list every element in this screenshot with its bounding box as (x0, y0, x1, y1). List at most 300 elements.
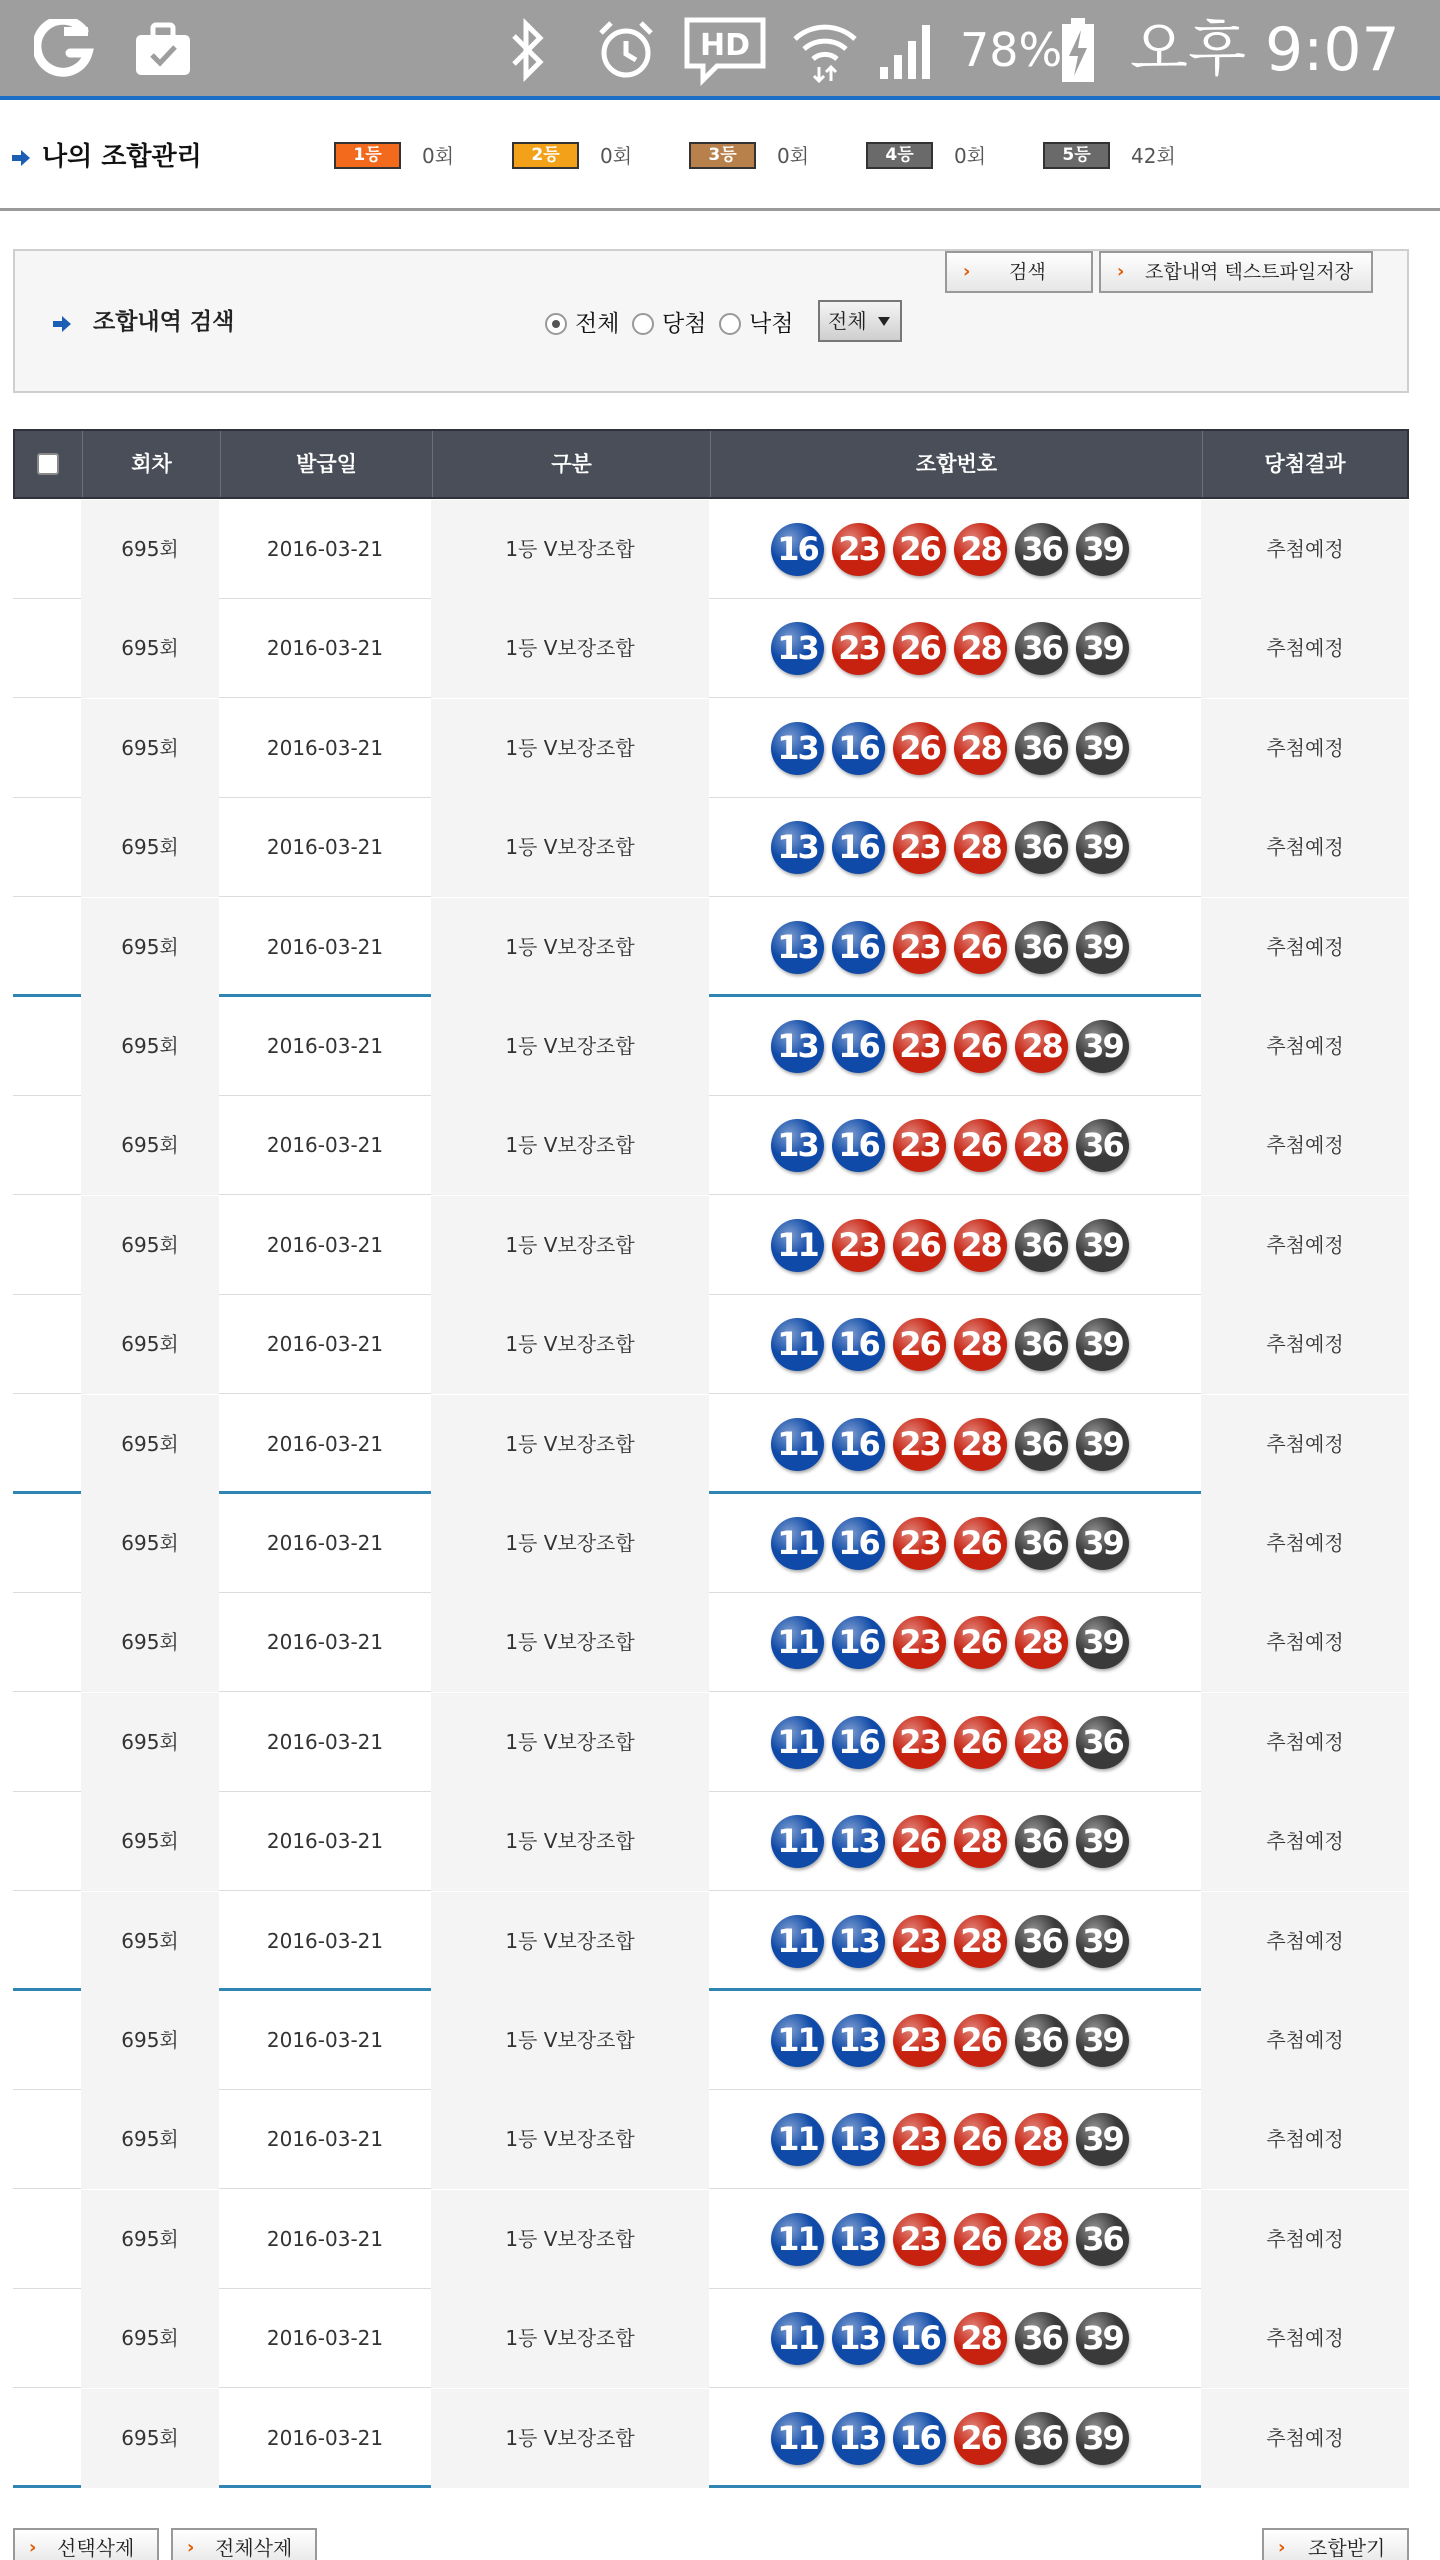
lotto-ball: 13 (832, 2213, 885, 2266)
rank-count-value: 0 (600, 144, 613, 168)
lotto-ball: 23 (832, 1219, 885, 1272)
result-cell: 추첨예정 (1201, 699, 1409, 798)
result-cell: 추첨예정 (1201, 1096, 1409, 1195)
round-cell: 695회 (81, 2289, 219, 2388)
row-select-cell (13, 2389, 81, 2488)
lotto-ball: 26 (893, 722, 946, 775)
lotto-ball: 11 (771, 2412, 824, 2465)
type-cell: 1등 V보장조합 (431, 1892, 709, 1991)
chevron-right-icon: › (187, 2537, 195, 2558)
lotto-number-balls (771, 1318, 1137, 1370)
lotto-number-balls (771, 1815, 1137, 1867)
lotto-ball: 23 (893, 2014, 946, 2067)
result-cell: 추첨예정 (1201, 898, 1409, 997)
table-row[interactable] (13, 1295, 1409, 1394)
rank-count-value: 0 (954, 144, 967, 168)
column-header-type[interactable]: 구분 (433, 431, 711, 497)
row-select-cell (13, 2090, 81, 2189)
lotto-ball: 11 (771, 2113, 824, 2166)
lotto-ball: 23 (832, 622, 885, 675)
bluetooth-icon (498, 12, 558, 88)
lotto-ball: 11 (771, 1318, 824, 1371)
round-cell: 695회 (81, 699, 219, 798)
clock-time: 오후 9:07 (1130, 15, 1400, 85)
lotto-ball: 13 (771, 921, 824, 974)
issue-date-cell: 2016-03-21 (266, 2326, 384, 2350)
lotto-ball: 16 (893, 2412, 946, 2465)
lotto-ball: 26 (954, 2014, 1007, 2067)
lotto-number-balls (771, 1020, 1137, 1072)
chevron-right-icon: › (1117, 261, 1125, 282)
lotto-ball: 28 (954, 722, 1007, 775)
lotto-ball: 26 (954, 921, 1007, 974)
lotto-ball: 28 (1015, 1716, 1068, 1769)
lotto-number-balls (771, 622, 1137, 674)
table-row[interactable] (13, 1096, 1409, 1195)
row-select-cell (13, 1096, 81, 1195)
lotto-number-balls (771, 1716, 1137, 1768)
row-select-cell (13, 997, 81, 1096)
issue-date-cell: 2016-03-21 (266, 537, 384, 561)
lotto-ball: 36 (1015, 2412, 1068, 2465)
lotto-ball: 13 (771, 1020, 824, 1073)
radio-all[interactable] (545, 309, 619, 339)
lotto-ball: 36 (1015, 821, 1068, 874)
issue-date-cell: 2016-03-21 (266, 636, 384, 660)
table-row[interactable] (13, 1792, 1409, 1891)
rank-count (422, 142, 454, 170)
result-cell: 추첨예정 (1201, 2389, 1409, 2488)
row-select-cell (13, 1991, 81, 2090)
lotto-ball: 13 (771, 622, 824, 675)
lotto-ball: 36 (1015, 921, 1068, 974)
issue-date-cell: 2016-03-21 (266, 2426, 384, 2450)
lotto-ball: 28 (954, 1219, 1007, 1272)
lotto-ball: 23 (893, 821, 946, 874)
lotto-ball: 28 (954, 2312, 1007, 2365)
select-all-checkbox[interactable] (37, 453, 59, 475)
issue-date-cell: 2016-03-21 (266, 1531, 384, 1555)
table-row[interactable] (13, 997, 1409, 1096)
table-row[interactable] (13, 798, 1409, 897)
row-select-cell (13, 1395, 81, 1494)
lotto-ball: 36 (1076, 1119, 1129, 1172)
radio-all-label: 전체 (575, 311, 620, 337)
lotto-ball: 23 (893, 921, 946, 974)
lotto-ball: 39 (1076, 622, 1129, 675)
lotto-ball: 39 (1076, 1020, 1129, 1073)
round-cell: 695회 (81, 898, 219, 997)
lotto-ball: 16 (893, 2312, 946, 2365)
row-select-cell (13, 1792, 81, 1891)
issue-date-cell: 2016-03-21 (266, 835, 384, 859)
round-cell: 695회 (81, 1494, 219, 1593)
lotto-ball: 28 (954, 523, 1007, 576)
lotto-ball: 26 (954, 2412, 1007, 2465)
rank-count-unit: 회 (789, 144, 810, 168)
lotto-ball: 36 (1076, 1716, 1129, 1769)
lotto-ball: 13 (832, 2014, 885, 2067)
lotto-ball: 36 (1015, 1219, 1068, 1272)
table-row[interactable] (13, 1196, 1409, 1295)
table-row[interactable] (13, 1494, 1409, 1593)
table-row[interactable] (13, 1892, 1409, 1991)
row-select-cell (13, 500, 81, 599)
delete-all-label: 전체삭제 (215, 2536, 293, 2560)
issue-date-cell: 2016-03-21 (266, 1929, 384, 1953)
lotto-ball: 36 (1015, 1915, 1068, 1968)
type-cell: 1등 V보장조합 (431, 2190, 709, 2289)
hd-voice-icon (680, 12, 770, 88)
round-cell: 695회 (81, 1991, 219, 2090)
lotto-ball: 16 (832, 1716, 885, 1769)
search-title: 조합내역 검색 (93, 309, 235, 335)
lotto-ball: 36 (1015, 1318, 1068, 1371)
row-select-cell (13, 1593, 81, 1692)
type-cell: 1등 V보장조합 (431, 599, 709, 698)
battery-percent: 78% (960, 23, 1063, 77)
lotto-ball: 13 (832, 2312, 885, 2365)
result-cell: 추첨예정 (1201, 997, 1409, 1096)
type-cell: 1등 V보장조합 (431, 1593, 709, 1692)
select-all-cell (15, 431, 83, 497)
rank-count-value: 42 (1131, 144, 1157, 168)
lotto-ball: 11 (771, 1517, 824, 1570)
lotto-ball: 36 (1015, 1517, 1068, 1570)
lotto-ball: 28 (1015, 2213, 1068, 2266)
lotto-ball: 11 (771, 2014, 824, 2067)
lotto-ball: 26 (954, 1020, 1007, 1073)
lotto-ball: 39 (1076, 921, 1129, 974)
lotto-ball: 39 (1076, 2014, 1129, 2067)
table-row[interactable] (13, 2090, 1409, 2189)
result-cell: 추첨예정 (1201, 2289, 1409, 2388)
type-cell: 1등 V보장조합 (431, 1494, 709, 1593)
result-cell: 추첨예정 (1201, 2090, 1409, 2189)
lotto-ball: 28 (954, 1815, 1007, 1868)
lotto-number-balls (771, 2412, 1137, 2464)
lotto-ball: 16 (832, 1318, 885, 1371)
round-cell: 695회 (81, 1395, 219, 1494)
row-select-cell (13, 2289, 81, 2388)
lotto-ball: 28 (954, 1915, 1007, 1968)
lotto-ball: 11 (771, 2213, 824, 2266)
alarm-icon (590, 12, 662, 88)
lotto-ball: 13 (832, 1815, 885, 1868)
type-cell: 1등 V보장조합 (431, 500, 709, 599)
result-cell: 추첨예정 (1201, 1892, 1409, 1991)
result-cell: 추첨예정 (1201, 1196, 1409, 1295)
table-header (13, 429, 1409, 499)
lotto-number-balls (771, 2213, 1137, 2265)
lotto-ball: 26 (954, 2113, 1007, 2166)
lotto-number-balls (771, 1119, 1137, 1171)
lotto-ball: 13 (832, 2113, 885, 2166)
chevron-right-icon: › (1278, 2537, 1286, 2558)
save-text-file-button[interactable] (1099, 251, 1373, 293)
table-row[interactable] (13, 500, 1409, 599)
radio-lost-label: 낙첨 (749, 311, 794, 337)
row-select-cell (13, 699, 81, 798)
round-cell: 695회 (81, 2090, 219, 2189)
issue-date-cell: 2016-03-21 (266, 1332, 384, 1356)
lotto-ball: 28 (954, 1318, 1007, 1371)
lotto-ball: 39 (1076, 2312, 1129, 2365)
row-select-cell (13, 1295, 81, 1394)
filter-select[interactable] (818, 300, 902, 342)
lotto-number-balls (771, 821, 1137, 873)
radio-won[interactable] (632, 309, 706, 339)
round-cell: 695회 (81, 1096, 219, 1195)
issue-date-cell: 2016-03-21 (266, 2127, 384, 2151)
issue-date-cell: 2016-03-21 (266, 1034, 384, 1058)
issue-date-cell: 2016-03-21 (266, 736, 384, 760)
lotto-ball: 36 (1076, 2213, 1129, 2266)
issue-date-cell: 2016-03-21 (266, 1133, 384, 1157)
table-row[interactable] (13, 2190, 1409, 2289)
type-cell: 1등 V보장조합 (431, 1693, 709, 1792)
lotto-ball: 28 (1015, 1616, 1068, 1669)
lotto-ball: 28 (954, 622, 1007, 675)
lotto-ball: 28 (1015, 2113, 1068, 2166)
rank-badge: 3등 (689, 142, 756, 169)
lotto-ball: 26 (954, 1517, 1007, 1570)
result-cell: 추첨예정 (1201, 599, 1409, 698)
result-cell: 추첨예정 (1201, 1693, 1409, 1792)
search-button[interactable] (945, 251, 1093, 293)
lotto-number-balls (771, 1915, 1137, 1967)
rank-count-value: 0 (422, 144, 435, 168)
row-select-cell (13, 1693, 81, 1792)
row-select-cell (13, 798, 81, 897)
lotto-ball: 28 (1015, 1020, 1068, 1073)
lotto-number-balls (771, 2113, 1137, 2165)
type-cell: 1등 V보장조합 (431, 2289, 709, 2388)
lotto-ball: 16 (832, 1119, 885, 1172)
radio-won-indicator[interactable] (632, 313, 654, 335)
table-row[interactable] (13, 699, 1409, 798)
lotto-ball: 16 (832, 1418, 885, 1471)
lotto-ball: 23 (893, 1418, 946, 1471)
rank-count-unit: 회 (1156, 144, 1176, 168)
lotto-ball: 26 (954, 1616, 1007, 1669)
issue-date-cell: 2016-03-21 (266, 1630, 384, 1654)
round-cell: 695회 (81, 798, 219, 897)
lotto-ball: 26 (954, 2213, 1007, 2266)
row-select-cell (13, 1892, 81, 1991)
lotto-ball: 39 (1076, 1219, 1129, 1272)
type-cell: 1등 V보장조합 (431, 798, 709, 897)
round-cell: 695회 (81, 2190, 219, 2289)
type-cell: 1등 V보장조합 (431, 1991, 709, 2090)
lotto-ball: 11 (771, 1418, 824, 1471)
lotto-ball: 23 (893, 1517, 946, 1570)
lotto-ball: 26 (893, 1219, 946, 1272)
lotto-ball: 16 (832, 1616, 885, 1669)
row-select-cell (13, 898, 81, 997)
arrow-right-icon (53, 316, 73, 336)
lotto-ball: 36 (1015, 622, 1068, 675)
radio-lost-indicator[interactable] (719, 313, 741, 335)
issue-date-cell: 2016-03-21 (266, 1730, 384, 1754)
round-cell: 695회 (81, 1693, 219, 1792)
filter-select-value: 전체 (828, 309, 867, 333)
save-text-file-button-label: 조합내역 텍스트파일저장 (1145, 261, 1353, 283)
lotto-ball: 16 (832, 722, 885, 775)
issue-date-cell: 2016-03-21 (266, 2028, 384, 2052)
lotto-ball: 36 (1015, 523, 1068, 576)
rank-badge: 1등 (334, 142, 401, 169)
lotto-number-balls (771, 2014, 1137, 2066)
lotto-ball: 39 (1076, 1517, 1129, 1570)
lotto-ball: 16 (832, 821, 885, 874)
row-select-cell (13, 2190, 81, 2289)
chevron-right-icon: › (963, 261, 971, 282)
lotto-ball: 39 (1076, 1815, 1129, 1868)
lotto-number-balls (771, 1517, 1137, 1569)
round-cell: 695회 (81, 500, 219, 599)
type-cell: 1등 V보장조합 (431, 2090, 709, 2189)
lotto-ball: 28 (954, 821, 1007, 874)
result-cell: 추첨예정 (1201, 1494, 1409, 1593)
lotto-ball: 13 (771, 1119, 824, 1172)
page-title: 나의 조합관리 (42, 142, 202, 172)
lotto-ball: 26 (954, 1716, 1007, 1769)
column-header-result[interactable]: 당첨결과 (1264, 452, 1346, 476)
column-header-issue-date[interactable]: 발급일 (221, 431, 433, 497)
lotto-ball: 36 (1015, 1418, 1068, 1471)
lotto-ball: 26 (893, 523, 946, 576)
g-app-icon (30, 12, 100, 88)
combination-summary-header (0, 104, 1440, 211)
type-cell: 1등 V보장조합 (431, 699, 709, 798)
type-cell: 1등 V보장조합 (431, 1792, 709, 1891)
hd-label: HD (699, 28, 751, 63)
briefcase-icon (128, 12, 198, 88)
lotto-ball: 39 (1076, 1418, 1129, 1471)
delete-selected-button[interactable] (13, 2528, 159, 2560)
round-cell: 695회 (81, 599, 219, 698)
round-cell: 695회 (81, 1196, 219, 1295)
lotto-ball: 23 (893, 1915, 946, 1968)
rank-count-unit: 회 (966, 144, 987, 168)
type-cell: 1등 V보장조합 (431, 1295, 709, 1394)
result-cell: 추첨예정 (1201, 798, 1409, 897)
lotto-ball: 23 (832, 523, 885, 576)
issue-date-cell: 2016-03-21 (266, 2227, 384, 2251)
lotto-ball: 39 (1076, 1616, 1129, 1669)
rank-count-unit: 회 (612, 144, 633, 168)
lotto-ball: 39 (1076, 821, 1129, 874)
lotto-ball: 11 (771, 1219, 824, 1272)
search-panel (13, 249, 1409, 393)
rank-count (600, 142, 632, 170)
lotto-ball: 28 (954, 1418, 1007, 1471)
radio-all-indicator[interactable] (545, 313, 567, 335)
table-row[interactable] (13, 898, 1409, 997)
lotto-ball: 16 (832, 1020, 885, 1073)
round-cell: 695회 (81, 997, 219, 1096)
lotto-number-balls (771, 921, 1137, 973)
result-cell: 추첨예정 (1201, 500, 1409, 599)
rank-badge: 4등 (866, 142, 933, 169)
signal-icon (872, 12, 942, 88)
round-cell: 695회 (81, 2389, 219, 2488)
search-button-label: 검색 (1009, 261, 1046, 283)
lotto-number-balls (771, 1219, 1137, 1271)
lotto-ball: 39 (1076, 523, 1129, 576)
result-cell: 추첨예정 (1201, 1593, 1409, 1692)
lotto-ball: 23 (893, 1119, 946, 1172)
round-cell: 695회 (81, 1892, 219, 1991)
table-row[interactable] (13, 599, 1409, 698)
rank-badge: 2등 (512, 142, 579, 169)
lotto-ball: 39 (1076, 2113, 1129, 2166)
table-row[interactable] (13, 2289, 1409, 2388)
type-cell: 1등 V보장조합 (431, 1196, 709, 1295)
battery-charging-icon (1058, 12, 1098, 88)
lotto-ball: 13 (771, 722, 824, 775)
lotto-ball: 39 (1076, 1318, 1129, 1371)
status-bar (0, 0, 1440, 100)
lotto-ball: 11 (771, 2312, 824, 2365)
lotto-ball: 39 (1076, 722, 1129, 775)
round-cell: 695회 (81, 1593, 219, 1692)
delete-selected-label: 선택삭제 (57, 2536, 135, 2560)
caret-down-icon (878, 317, 890, 326)
column-header-round[interactable]: 회차 (83, 431, 221, 497)
lotto-ball: 36 (1015, 1815, 1068, 1868)
lotto-ball: 11 (771, 1616, 824, 1669)
lotto-ball: 11 (771, 1915, 824, 1968)
arrow-right-icon (12, 150, 32, 170)
lotto-ball: 39 (1076, 1915, 1129, 1968)
column-header-numbers[interactable]: 조합번호 (711, 431, 1203, 497)
table-row[interactable] (13, 1693, 1409, 1792)
table-row[interactable] (13, 1991, 1409, 2090)
type-cell: 1등 V보장조합 (431, 1096, 709, 1195)
lotto-ball: 23 (893, 2213, 946, 2266)
table-row[interactable] (13, 2389, 1409, 2488)
lotto-ball: 26 (893, 622, 946, 675)
lotto-number-balls (771, 722, 1137, 774)
table-row[interactable] (13, 1395, 1409, 1494)
lotto-ball: 16 (771, 523, 824, 576)
delete-all-button[interactable] (171, 2528, 317, 2560)
lotto-ball: 16 (832, 1517, 885, 1570)
result-cell: 추첨예정 (1201, 2190, 1409, 2289)
lotto-ball: 36 (1015, 2014, 1068, 2067)
radio-lost[interactable] (719, 309, 793, 339)
type-cell: 1등 V보장조합 (431, 2389, 709, 2488)
lotto-number-balls (771, 1616, 1137, 1668)
rank-count-unit: 회 (434, 144, 455, 168)
result-cell: 추첨예정 (1201, 1792, 1409, 1891)
receive-combination-label: 조합받기 (1308, 2536, 1386, 2560)
rank-count (954, 142, 986, 170)
issue-date-cell: 2016-03-21 (266, 1829, 384, 1853)
issue-date-cell: 2016-03-21 (266, 1432, 384, 1456)
wifi-icon (786, 12, 864, 88)
rank-badge: 5등 (1043, 142, 1110, 169)
receive-combination-button[interactable] (1262, 2528, 1409, 2560)
table-row[interactable] (13, 1593, 1409, 1692)
issue-date-cell: 2016-03-21 (266, 1233, 384, 1257)
lotto-ball: 16 (832, 921, 885, 974)
row-select-cell (13, 1494, 81, 1593)
rank-count (777, 142, 809, 170)
lotto-number-balls (771, 1418, 1137, 1470)
